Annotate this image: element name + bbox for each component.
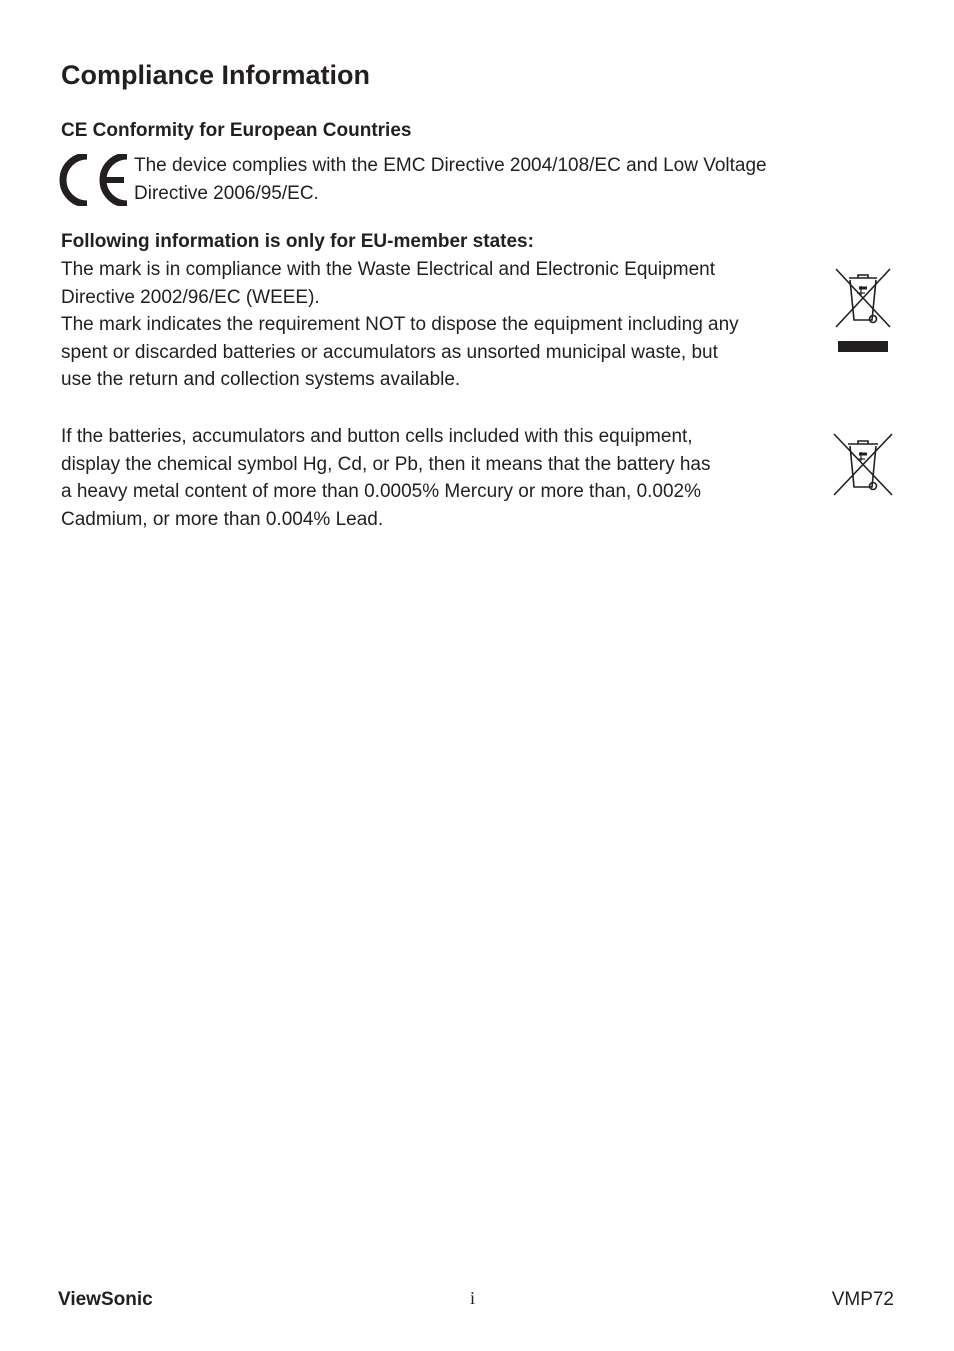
footer-model: VMP72	[831, 1289, 894, 1310]
ce-section-heading: CE Conformity for European Countries	[61, 120, 412, 141]
weee-text-line: The mark indicates the requirement NOT to dispose the equipment including any	[61, 314, 739, 335]
weee-text-line: use the return and collection systems available.	[61, 369, 461, 390]
crossed-bin-with-bar-icon	[832, 266, 894, 356]
footer-brand: ViewSonic	[58, 1289, 153, 1310]
ce-conformity-text	[134, 152, 767, 208]
weee-paragraph	[61, 256, 739, 394]
ce-text-line: Directive 2006/95/EC.	[134, 183, 319, 204]
battery-text-line: a heavy metal content of more than 0.0005% Mercury or more than, 0.002%	[61, 481, 702, 502]
battery-text-line: Cadmium, or more than 0.004% Lead.	[61, 508, 384, 530]
crossed-bin-icon	[831, 432, 895, 498]
weee-text-line: The mark is in compliance with the Waste Electrical and Electronic Equipment	[61, 259, 716, 280]
battery-text-line: display the chemical symbol Hg, Cd, or Pb, then it means that the battery has	[61, 453, 711, 475]
eu-section-heading: Following information is only for EU-member states:	[61, 231, 534, 252]
ce-mark-icon	[58, 154, 130, 206]
ce-text-line: The device complies with the EMC Directive 2004/108/EC and Low Voltage	[134, 155, 767, 176]
battery-text-line: If the batteries, accumulators and button cells included with this equipment,	[61, 426, 693, 447]
battery-paragraph	[61, 423, 711, 533]
weee-text-line: Directive 2002/96/EC (WEEE).	[61, 286, 320, 308]
page-title: Compliance Information	[61, 60, 371, 90]
footer-page-number: i	[470, 1288, 476, 1308]
weee-text-line: spent or discarded batteries or accumulators as unsorted municipal waste, but	[61, 341, 718, 363]
